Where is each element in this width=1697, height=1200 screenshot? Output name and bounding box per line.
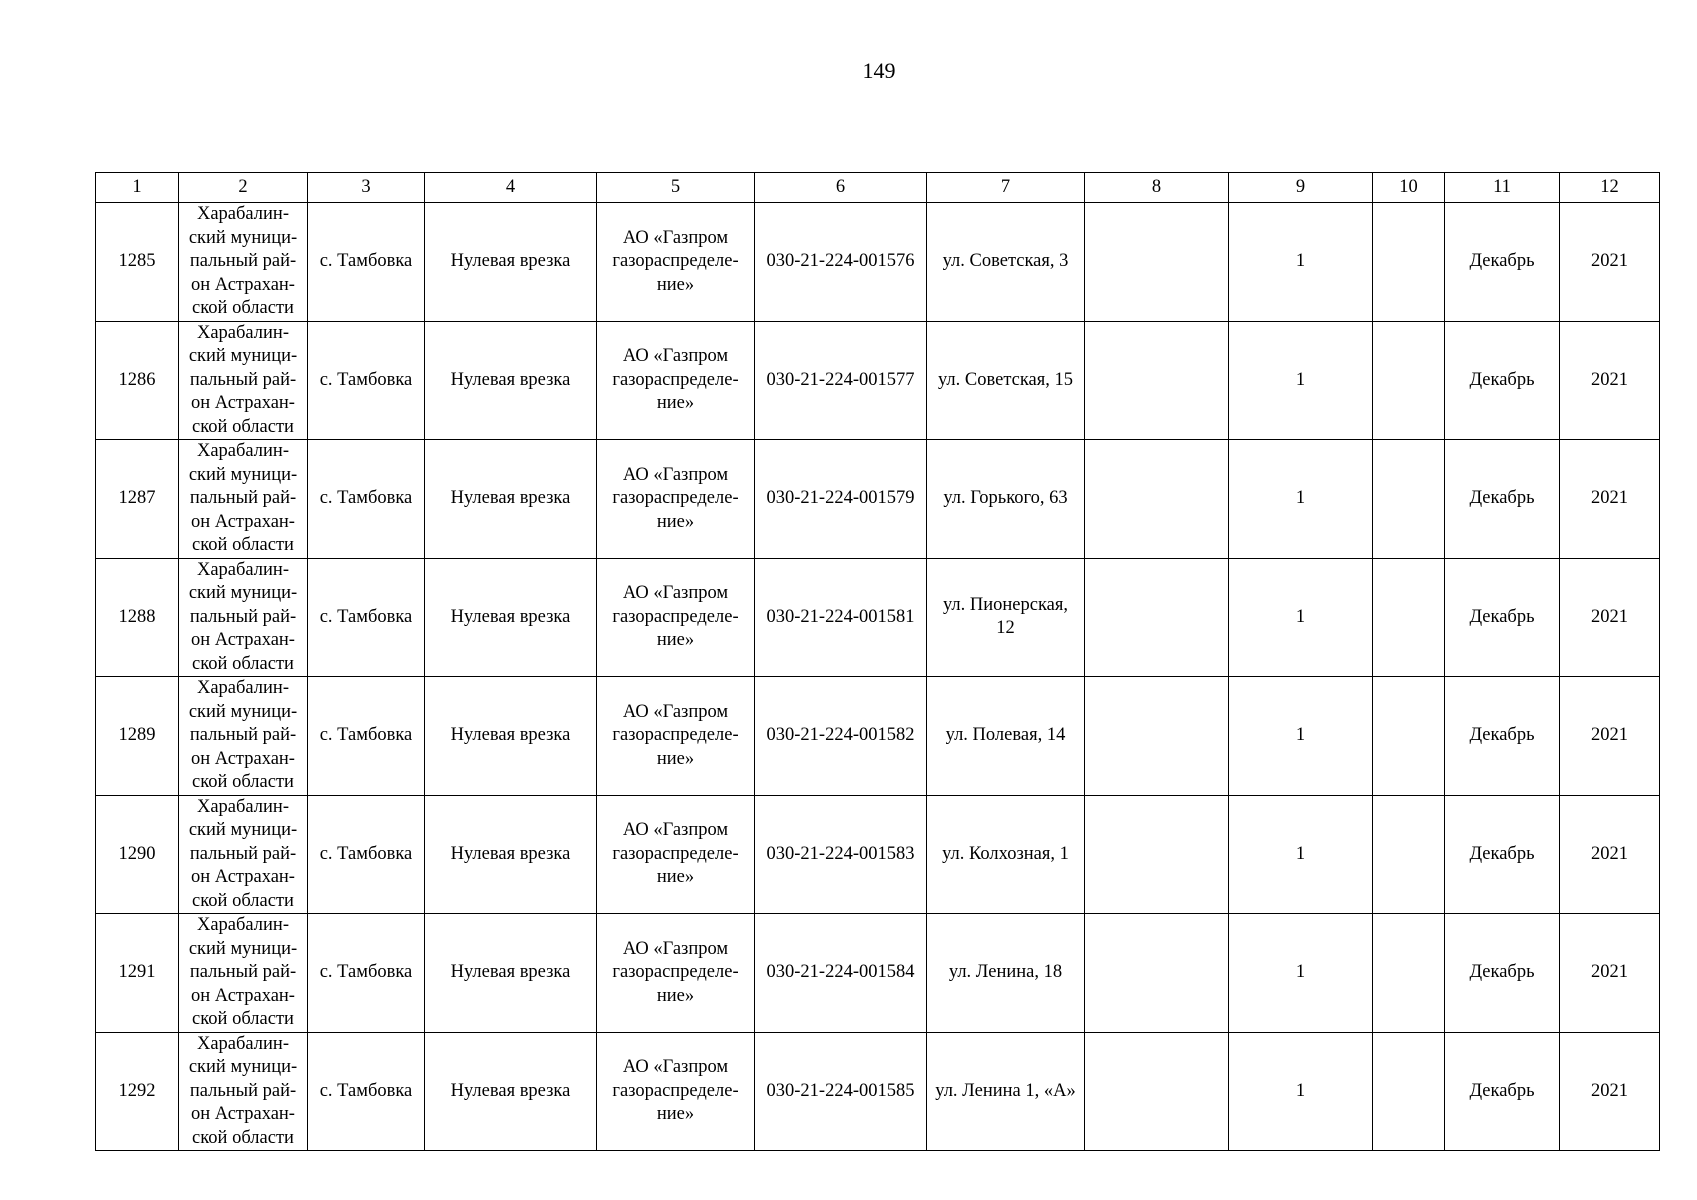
organization-line: газораспределе- xyxy=(612,606,739,627)
table-row xyxy=(96,914,1660,1033)
district-line: ский муници- xyxy=(188,701,298,722)
column-header-2: 2 xyxy=(179,173,308,203)
organization-cell xyxy=(597,914,755,1033)
column-10-cell xyxy=(1373,914,1445,1033)
district-line: ский муници- xyxy=(188,1057,298,1077)
year-cell: 2021 xyxy=(1560,558,1660,677)
table-row xyxy=(96,440,1660,559)
organization-line: АО «Газпром xyxy=(622,227,729,248)
connection-type-cell: Нулевая врезка xyxy=(425,795,597,914)
column-8-cell xyxy=(1085,558,1229,677)
row-number: 1288 xyxy=(96,558,179,677)
page-number: 149 xyxy=(862,58,896,83)
column-header-5: 5 xyxy=(597,173,755,203)
address-line: ул. Ленина, 18 xyxy=(948,962,1063,982)
quantity-cell: 1 xyxy=(1229,677,1373,796)
connection-type-cell: Нулевая врезка xyxy=(425,677,597,796)
column-8-cell xyxy=(1085,203,1229,322)
table-row xyxy=(96,321,1660,440)
object-code-cell: 030-21-224-001577 xyxy=(755,321,927,440)
column-8-cell xyxy=(1085,1032,1229,1151)
district-line: он Астрахан- xyxy=(191,748,295,769)
column-header-1: 1 xyxy=(96,173,179,203)
year-cell: 2021 xyxy=(1560,1032,1660,1151)
district-line: пальный рай- xyxy=(189,725,297,745)
district-line: он Астрахан- xyxy=(191,867,295,887)
year-cell: 2021 xyxy=(1560,795,1660,914)
organization-line: АО «Газпром xyxy=(622,701,729,722)
organization-cell xyxy=(597,795,755,914)
district-line: Харабалин- xyxy=(196,796,289,817)
district-line: ской области xyxy=(192,772,294,792)
district-line: он Астрахан- xyxy=(191,393,295,413)
settlement-cell: с. Тамбовка xyxy=(308,677,425,796)
row-number: 1289 xyxy=(96,677,179,796)
column-10-cell xyxy=(1373,795,1445,914)
column-10-cell xyxy=(1373,203,1445,322)
column-8-cell xyxy=(1085,914,1229,1033)
district-line: ской области xyxy=(192,890,294,911)
row-number: 1287 xyxy=(96,440,179,559)
month-cell: Декабрь xyxy=(1445,558,1560,677)
organization-line: газораспределе- xyxy=(612,725,739,745)
connection-type-cell: Нулевая врезка xyxy=(425,440,597,559)
district-line: пальный рай- xyxy=(189,488,297,508)
row-number: 1290 xyxy=(96,795,179,914)
column-header-12: 12 xyxy=(1560,173,1660,203)
address-line: ул. Пионерская, xyxy=(942,594,1069,615)
settlement-cell: с. Тамбовка xyxy=(308,440,425,559)
address-line: 12 xyxy=(996,618,1015,639)
district-line: пальный рай- xyxy=(189,843,297,864)
district-cell xyxy=(179,440,308,559)
organization-cell xyxy=(597,321,755,440)
row-number: 1292 xyxy=(96,1032,179,1151)
quantity-cell: 1 xyxy=(1229,795,1373,914)
address-cell xyxy=(927,321,1085,440)
district-line: ский муници- xyxy=(188,464,298,485)
address-cell xyxy=(927,677,1085,796)
district-line: ской области xyxy=(192,416,294,437)
address-cell xyxy=(927,203,1085,322)
district-line: он Астрахан- xyxy=(191,1104,295,1124)
district-cell xyxy=(179,203,308,322)
column-header-4: 4 xyxy=(425,173,597,203)
organization-line: ние» xyxy=(656,630,695,650)
district-line: пальный рай- xyxy=(189,251,297,271)
column-header-9: 9 xyxy=(1229,173,1373,203)
address-line: ул. Ленина 1, «А» xyxy=(935,1080,1076,1101)
district-line: Харабалин- xyxy=(196,559,289,580)
district-line: пальный рай- xyxy=(189,1080,297,1101)
district-line: ской области xyxy=(192,1009,294,1029)
column-header-11: 11 xyxy=(1445,173,1560,203)
organization-line: ние» xyxy=(656,1104,695,1124)
district-cell xyxy=(179,677,308,796)
district-cell xyxy=(179,1032,308,1151)
district-line: ский муници- xyxy=(188,583,298,603)
organization-line: АО «Газпром xyxy=(622,346,729,366)
address-cell xyxy=(927,440,1085,559)
district-line: ский муници- xyxy=(188,227,298,248)
column-8-cell xyxy=(1085,440,1229,559)
district-line: Харабалин- xyxy=(196,441,289,461)
month-cell: Декабрь xyxy=(1445,677,1560,796)
district-line: ской области xyxy=(192,653,294,674)
row-number: 1286 xyxy=(96,321,179,440)
district-line: он Астрахан- xyxy=(191,274,295,295)
organization-line: газораспределе- xyxy=(612,962,739,982)
district-cell xyxy=(179,558,308,677)
connection-type-cell: Нулевая врезка xyxy=(425,558,597,677)
table-header-row xyxy=(96,173,1660,203)
district-line: ской области xyxy=(192,298,294,318)
table-row xyxy=(96,558,1660,677)
address-cell xyxy=(927,795,1085,914)
object-code-cell: 030-21-224-001582 xyxy=(755,677,927,796)
address-cell xyxy=(927,1032,1085,1151)
settlement-cell: с. Тамбовка xyxy=(308,203,425,322)
organization-line: ние» xyxy=(656,985,695,1006)
address-line: ул. Горького, 63 xyxy=(943,488,1068,508)
organization-line: ние» xyxy=(656,511,695,532)
year-cell: 2021 xyxy=(1560,914,1660,1033)
district-line: ский муници- xyxy=(188,820,298,840)
district-cell xyxy=(179,795,308,914)
address-line: ул. Колхозная, 1 xyxy=(942,843,1069,864)
object-code-cell: 030-21-224-001584 xyxy=(755,914,927,1033)
district-line: ской области xyxy=(192,535,294,555)
connection-type-cell: Нулевая врезка xyxy=(425,914,597,1033)
address-cell xyxy=(927,914,1085,1033)
district-line: ский муници- xyxy=(188,346,298,366)
organization-line: газораспределе- xyxy=(612,1080,739,1101)
organization-cell xyxy=(597,440,755,559)
district-line: Харабалин- xyxy=(196,1033,289,1054)
address-line: ул. Советская, 3 xyxy=(942,251,1069,271)
column-10-cell xyxy=(1373,440,1445,559)
settlement-cell: с. Тамбовка xyxy=(308,1032,425,1151)
connection-type-cell: Нулевая врезка xyxy=(425,1032,597,1151)
year-cell: 2021 xyxy=(1560,203,1660,322)
column-header-7: 7 xyxy=(927,173,1085,203)
column-10-cell xyxy=(1373,321,1445,440)
month-cell: Декабрь xyxy=(1445,203,1560,322)
district-line: пальный рай- xyxy=(189,606,297,627)
district-cell xyxy=(179,914,308,1033)
organization-line: АО «Газпром xyxy=(622,820,729,840)
column-10-cell xyxy=(1373,1032,1445,1151)
settlement-cell: с. Тамбовка xyxy=(308,321,425,440)
connection-type-cell: Нулевая врезка xyxy=(425,321,597,440)
quantity-cell: 1 xyxy=(1229,440,1373,559)
column-10-cell xyxy=(1373,558,1445,677)
district-line: Харабалин- xyxy=(196,678,289,698)
district-line: он Астрахан- xyxy=(191,511,295,532)
organization-line: АО «Газпром xyxy=(622,938,729,959)
quantity-cell: 1 xyxy=(1229,203,1373,322)
month-cell: Декабрь xyxy=(1445,795,1560,914)
column-8-cell xyxy=(1085,677,1229,796)
table-row xyxy=(96,795,1660,914)
district-cell xyxy=(179,321,308,440)
organization-cell xyxy=(597,558,755,677)
organization-cell xyxy=(597,203,755,322)
column-8-cell xyxy=(1085,795,1229,914)
organization-line: газораспределе- xyxy=(612,843,739,864)
district-line: Харабалин- xyxy=(196,322,289,343)
column-header-10: 10 xyxy=(1373,173,1445,203)
row-number: 1291 xyxy=(96,914,179,1033)
district-line: ский муници- xyxy=(188,938,298,959)
district-line: Харабалин- xyxy=(196,204,289,224)
table-row xyxy=(96,203,1660,322)
quantity-cell: 1 xyxy=(1229,321,1373,440)
object-code-cell: 030-21-224-001585 xyxy=(755,1032,927,1151)
quantity-cell: 1 xyxy=(1229,558,1373,677)
district-line: он Астрахан- xyxy=(191,985,295,1006)
year-cell: 2021 xyxy=(1560,440,1660,559)
district-line: Харабалин- xyxy=(196,915,289,935)
month-cell: Декабрь xyxy=(1445,1032,1560,1151)
settlement-cell: с. Тамбовка xyxy=(308,914,425,1033)
organization-line: ние» xyxy=(656,393,695,413)
object-code-cell: 030-21-224-001583 xyxy=(755,795,927,914)
organization-line: АО «Газпром xyxy=(622,1057,729,1077)
organization-line: ние» xyxy=(656,867,695,887)
district-line: он Астрахан- xyxy=(191,630,295,650)
table-row xyxy=(96,1032,1660,1151)
object-code-cell: 030-21-224-001579 xyxy=(755,440,927,559)
district-line: пальный рай- xyxy=(189,369,297,390)
column-10-cell xyxy=(1373,677,1445,796)
month-cell: Декабрь xyxy=(1445,914,1560,1033)
organization-line: газораспределе- xyxy=(612,251,739,271)
organization-line: ние» xyxy=(656,274,695,295)
settlement-cell: с. Тамбовка xyxy=(308,558,425,677)
quantity-cell: 1 xyxy=(1229,1032,1373,1151)
organization-cell xyxy=(597,1032,755,1151)
column-header-6: 6 xyxy=(755,173,927,203)
organization-line: газораспределе- xyxy=(612,369,739,390)
organization-line: АО «Газпром xyxy=(622,464,729,485)
settlement-cell: с. Тамбовка xyxy=(308,795,425,914)
district-line: ской области xyxy=(192,1127,294,1148)
organization-line: ние» xyxy=(656,748,695,769)
address-line: ул. Полевая, 14 xyxy=(945,725,1066,745)
object-code-cell: 030-21-224-001576 xyxy=(755,203,927,322)
organization-line: газораспределе- xyxy=(612,488,739,508)
table-row xyxy=(96,677,1660,796)
month-cell: Декабрь xyxy=(1445,321,1560,440)
column-8-cell xyxy=(1085,321,1229,440)
year-cell: 2021 xyxy=(1560,321,1660,440)
year-cell: 2021 xyxy=(1560,677,1660,796)
address-cell xyxy=(927,558,1085,677)
column-header-3: 3 xyxy=(308,173,425,203)
quantity-cell: 1 xyxy=(1229,914,1373,1033)
address-line: ул. Советская, 15 xyxy=(937,369,1074,390)
month-cell: Декабрь xyxy=(1445,440,1560,559)
gas-connection-table xyxy=(95,172,1660,1151)
row-number: 1285 xyxy=(96,203,179,322)
district-line: пальный рай- xyxy=(189,962,297,982)
connection-type-cell: Нулевая врезка xyxy=(425,203,597,322)
organization-line: АО «Газпром xyxy=(622,583,729,603)
column-header-8: 8 xyxy=(1085,173,1229,203)
organization-cell xyxy=(597,677,755,796)
object-code-cell: 030-21-224-001581 xyxy=(755,558,927,677)
